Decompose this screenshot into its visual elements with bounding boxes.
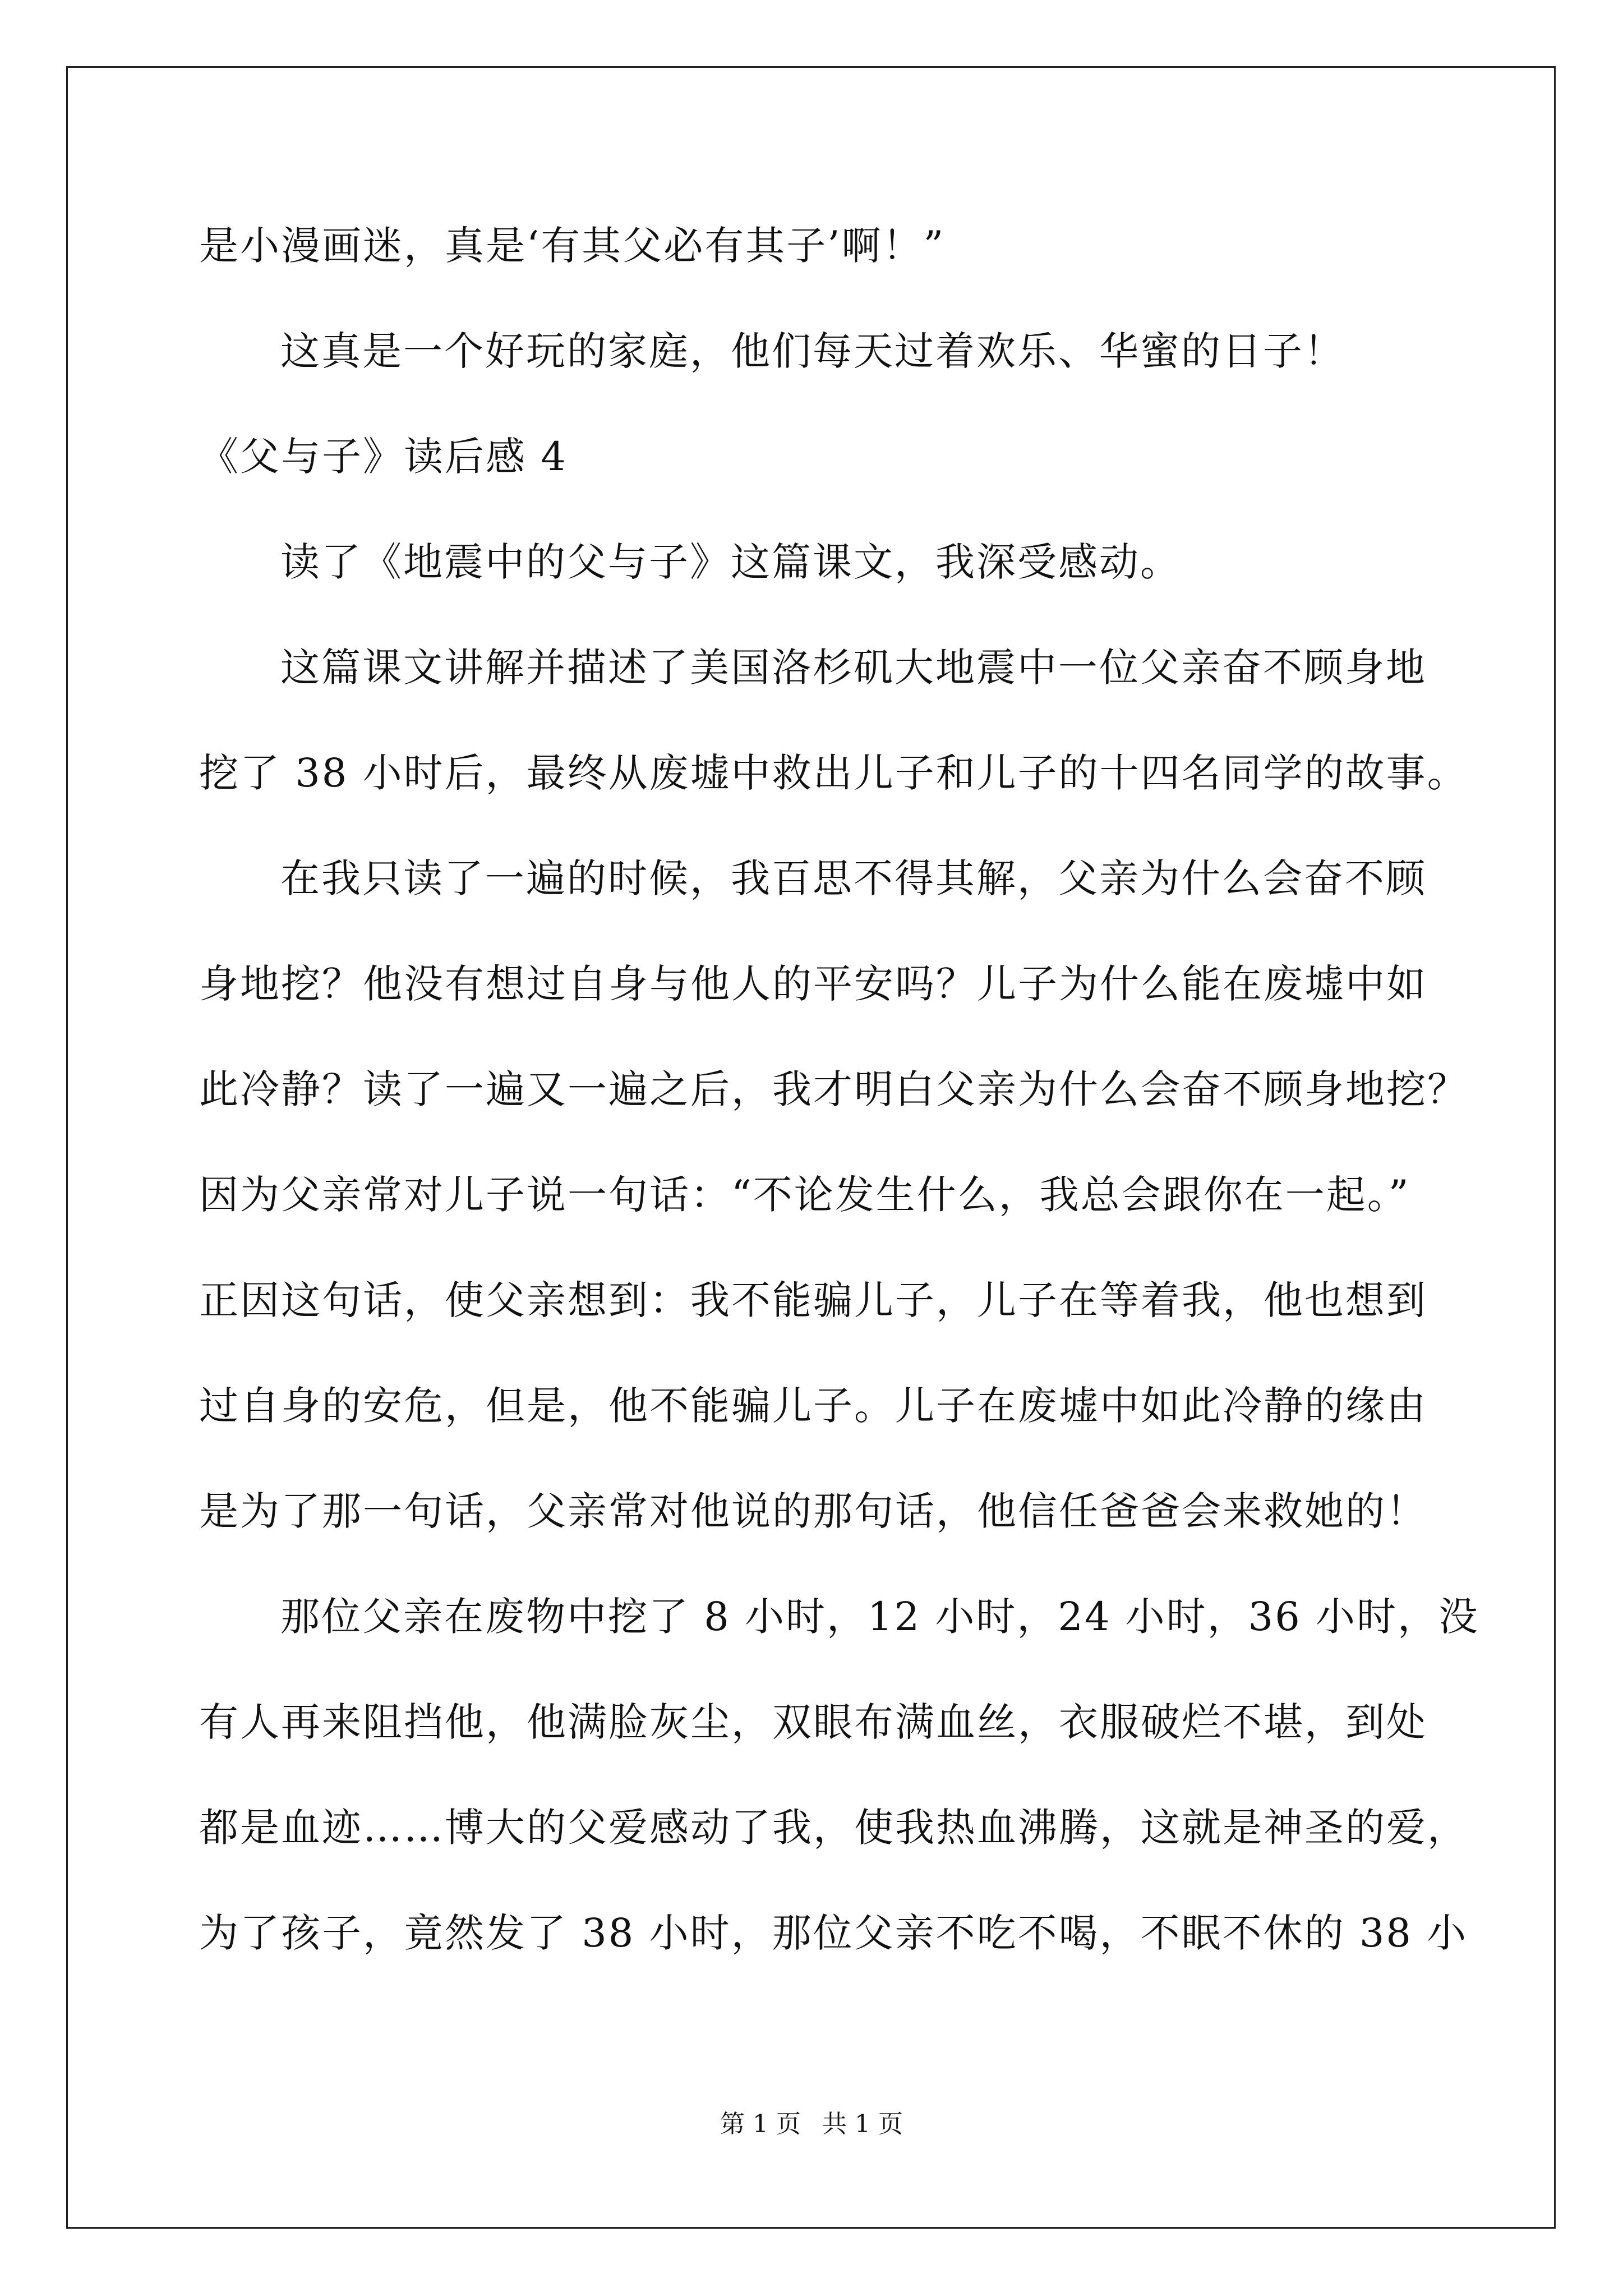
- text-line-6: 挖了 38 小时后，最终从废墟中救出儿子和儿子的十四名同学的故事。: [199, 750, 1468, 796]
- text-line-4: 读了《地震中的父与子》这篇课文，我深受感动。: [280, 539, 1181, 585]
- text-line-15: 有人再来阻挡他，他满脸灰尘，双眼布满血丝，衣服破烂不堪，到处: [199, 1699, 1427, 1745]
- text-line-5: 这篇课文讲解并描述了美国洛杉矶大地震中一位父亲奋不顾身地: [280, 645, 1427, 691]
- text-line-7: 在我只读了一遍的时候，我百思不得其解，父亲为什么会奋不顾: [280, 855, 1427, 901]
- text-line-8: 身地挖？他没有想过自身与他人的平安吗？儿子为什么能在废墟中如: [199, 961, 1427, 1007]
- text-line-2: 这真是一个好玩的家庭，他们每天过着欢乐、华蜜的日子！: [280, 328, 1345, 374]
- page-number: 第 1 页: [720, 2110, 801, 2138]
- text-line-12: 过自身的安危，但是，他不能骗儿子。儿子在废墟中如此冷静的缘由: [199, 1383, 1427, 1429]
- text-line-16: 都是血迹……博大的父爱感动了我，使我热血沸腾，这就是神圣的爱，: [199, 1805, 1468, 1851]
- text-line-9: 此冷静？读了一遍又一遍之后，我才明白父亲为什么会奋不顾身地挖？: [199, 1066, 1468, 1112]
- page-total: 共 1 页: [822, 2110, 903, 2138]
- text-line-10: 因为父亲常对儿子说一句话：“不论发生什么，我总会跟你在一起。”: [199, 1172, 1410, 1218]
- page-footer: [0, 2108, 1623, 2141]
- document-body: [199, 212, 1480, 2005]
- section-heading: 《父与子》读后感 4: [199, 434, 568, 480]
- text-line-17: 为了孩子，竟然发了 38 小时，那位父亲不吃不喝，不眠不休的 38 小: [199, 1910, 1468, 1956]
- text-line-1: 是小漫画迷，真是‘有其父必有其子’啊！”: [199, 223, 946, 269]
- text-line-11: 正因这句话，使父亲想到：我不能骗儿子，儿子在等着我，他也想到: [199, 1277, 1427, 1323]
- text-line-13: 是为了那一句话，父亲常对他说的那句话，他信任爸爸会来救她的！: [199, 1488, 1427, 1534]
- text-line-14: 那位父亲在废物中挖了 8 小时，12 小时，24 小时，36 小时，没: [280, 1594, 1480, 1640]
